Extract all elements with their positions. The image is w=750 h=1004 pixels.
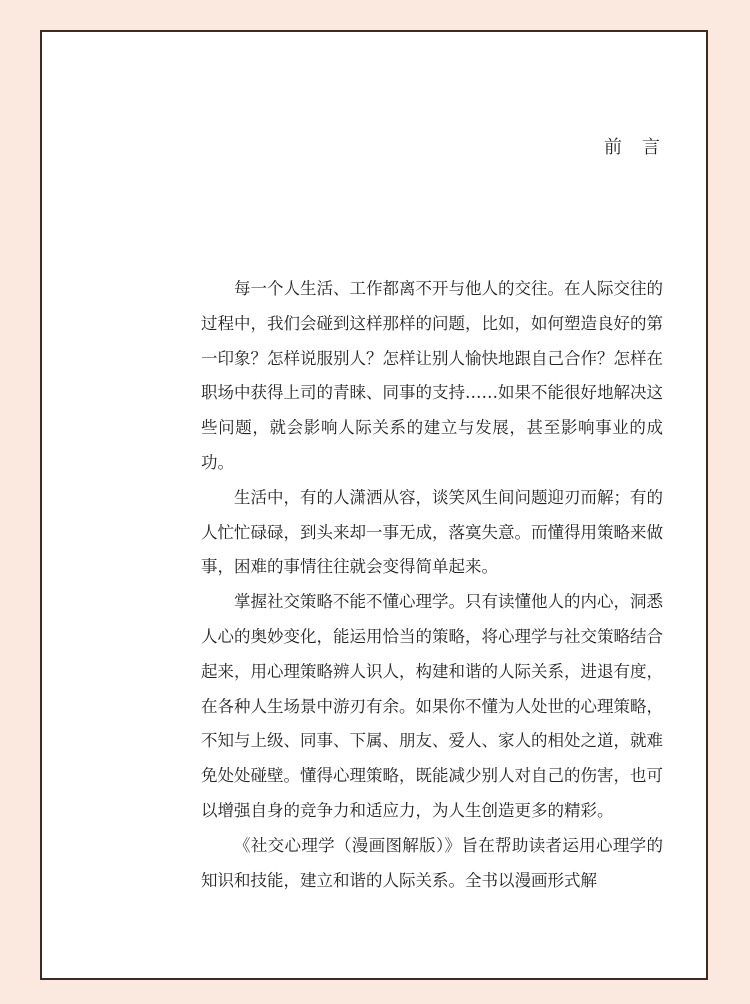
paragraph: 生活中，有的人潇洒从容，谈笑风生间问题迎刃而解；有的人忙忙碌碌，到头来却一事无成，落寞失意。而懂得用策略来做事，困难的事情往往就会变得简单起来。 (201, 487, 663, 577)
preface-body (201, 272, 663, 898)
page-title: 前 言 (604, 137, 661, 158)
paragraph: 每一个人生活、工作都离不开与他人的交往。在人际交往的过程中，我们会碰到这样那样的问题，比如，如何塑造良好的第一印象？怎样说服别人？怎样让别人愉快地跟自己合作？怎样在职场中获得上司的青睐、同事的支持……如果不能很好地解决这些问题，就会影响人际关系的建立与发展，甚至影响事业的成功。 (201, 279, 663, 472)
paragraph: 掌握社交策略不能不懂心理学。只有读懂他人的内心，洞悉人心的奥妙变化，能运用恰当的策略，将心理学与社交策略结合起来，用心理策略辨人识人，构建和谐的人际关系，进退有度，在各种人生场景中游刃有余。如果你不懂为人处世的心理策略，不知与上级、同事、下属、朋友、爱人、家人的相处之道，就难免处处碰壁。懂得心理策略，既能减少别人对自己的伤害，也可以增强自身的竞争力和适应力，为人生创造更多的精彩。 (201, 592, 663, 820)
book-page (40, 30, 708, 980)
paragraph: 《社交心理学（漫画图解版）》旨在帮助读者运用心理学的知识和技能，建立和谐的人际关系。全书以漫画形式解 (201, 835, 663, 890)
